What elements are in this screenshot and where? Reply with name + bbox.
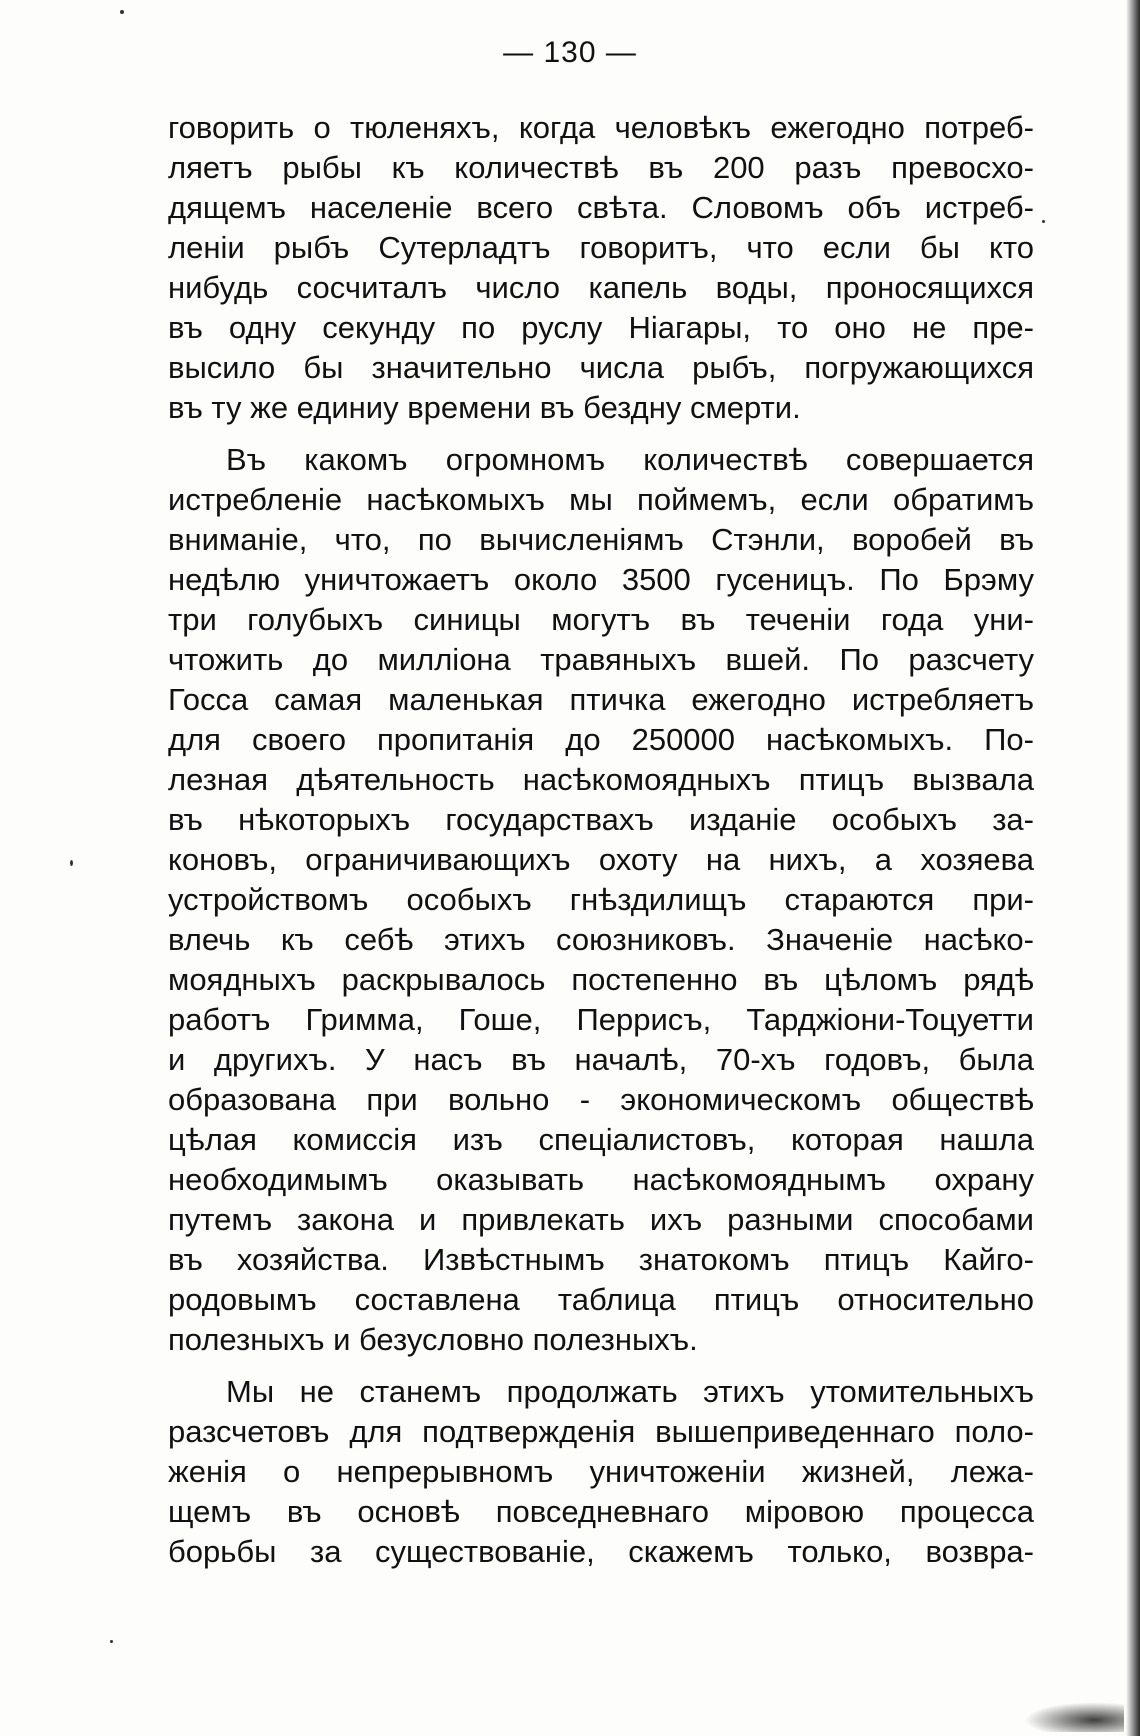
body-text [168, 108, 1034, 1572]
page-number: — 130 — [503, 36, 637, 69]
text-line: въ нѣкоторыхъ государствахъ изданіе особыхъ за- [168, 802, 1034, 837]
text-line: для своего пропитанія до 250000 насѣкомыхъ. По- [168, 722, 1034, 757]
text-line: истребленіе насѣкомыхъ мы поймемъ, если обратимъ [168, 482, 1034, 517]
text-line: щемъ въ основѣ повседневнаго міровою процесса [168, 1494, 1034, 1529]
text-line: Госса самая маленькая птичка ежегодно истребляетъ [168, 682, 1034, 717]
paragraph-3 [168, 1372, 1034, 1572]
paragraph-1 [168, 108, 1034, 428]
text-line: лезная дѣятельность насѣкомоядныхъ птицъ вызвала [168, 762, 1034, 797]
text-line: полезныхъ и безусловно полезныхъ. [168, 1322, 698, 1357]
scan-speck [120, 10, 124, 14]
text-line: чтожить до милліона травяныхъ вшей. По разсчету [168, 642, 1034, 677]
text-line: моядныхъ раскрывалось постепенно въ цѣломъ рядѣ [168, 962, 1034, 997]
scan-edge-shadow [1126, 0, 1140, 1736]
text-line: влечь къ себѣ этихъ союзниковъ. Значеніе насѣко- [168, 922, 1034, 957]
text-line: вниманіе, что, по вычисленіямъ Стэнли, воробей въ [168, 522, 1034, 557]
text-line: путемъ закона и привлекать ихъ разными способами [168, 1202, 1034, 1237]
paragraph-2 [168, 440, 1034, 1360]
text-line: три голубыхъ синицы могутъ въ теченіи года уни- [168, 602, 1034, 637]
text-line: ляетъ рыбы къ количествѣ въ 200 разъ превосхо- [168, 150, 1034, 185]
text-line: необходимымъ оказывать насѣкомояднымъ охрану [168, 1162, 1034, 1197]
text-line: коновъ, ограничивающихъ охоту на нихъ, а хозяева [168, 842, 1034, 877]
scan-corner-smudge [1024, 1702, 1124, 1732]
scan-speck [110, 1640, 113, 1643]
text-line: родовымъ составлена таблица птицъ относительно [168, 1282, 1034, 1317]
text-line: устройствомъ особыхъ гнѣздилищъ стараются при- [168, 882, 1034, 917]
text-line: борьбы за существованіе, скажемъ только, возвра- [168, 1534, 1034, 1569]
text-line: нибудь сосчиталъ число капель воды, проносящихся [168, 270, 1034, 305]
text-line: Въ какомъ огромномъ количествѣ совершается [226, 442, 1034, 477]
text-line: и другихъ. У насъ въ началѣ, 70-хъ годовъ, была [168, 1042, 1034, 1077]
text-line: недѣлю уничтожаетъ около 3500 гусеницъ. По Брэму [168, 562, 1034, 597]
text-line: женія о непрерывномъ уничтоженіи жизней, лежа- [168, 1454, 1034, 1489]
text-line: Мы не станемъ продолжать этихъ утомительныхъ [226, 1374, 1034, 1409]
text-line: леніи рыбъ Сутерладтъ говоритъ, что если бы кто [168, 230, 1034, 265]
text-line: работъ Гримма, Гоше, Перрисъ, Тарджіони-Тоцуетти [168, 1002, 1034, 1037]
text-line: въ хозяйства. Извѣстнымъ знатокомъ птицъ Кайго- [168, 1242, 1034, 1277]
text-line: говорить о тюленяхъ, когда человѣкъ ежегодно потреб- [168, 110, 1034, 145]
text-line: цѣлая комиссія изъ спеціалистовъ, которая нашла [168, 1122, 1034, 1157]
text-line: разсчетовъ для подтвержденія вышеприведеннаго поло- [168, 1414, 1034, 1449]
scan-speck [1042, 220, 1045, 223]
text-line: образована при вольно - экономическомъ обществѣ [168, 1082, 1034, 1117]
text-line: въ ту же единиу времени въ бездну смерти. [168, 390, 801, 425]
text-line: въ одну секунду по руслу Ніагары, то оно не пре- [168, 310, 1034, 345]
text-line: высило бы значительно числа рыбъ, погружающихся [168, 350, 1034, 385]
scan-speck [70, 860, 73, 866]
text-line: дящемъ населеніе всего свѣта. Словомъ объ истреб- [168, 190, 1034, 225]
